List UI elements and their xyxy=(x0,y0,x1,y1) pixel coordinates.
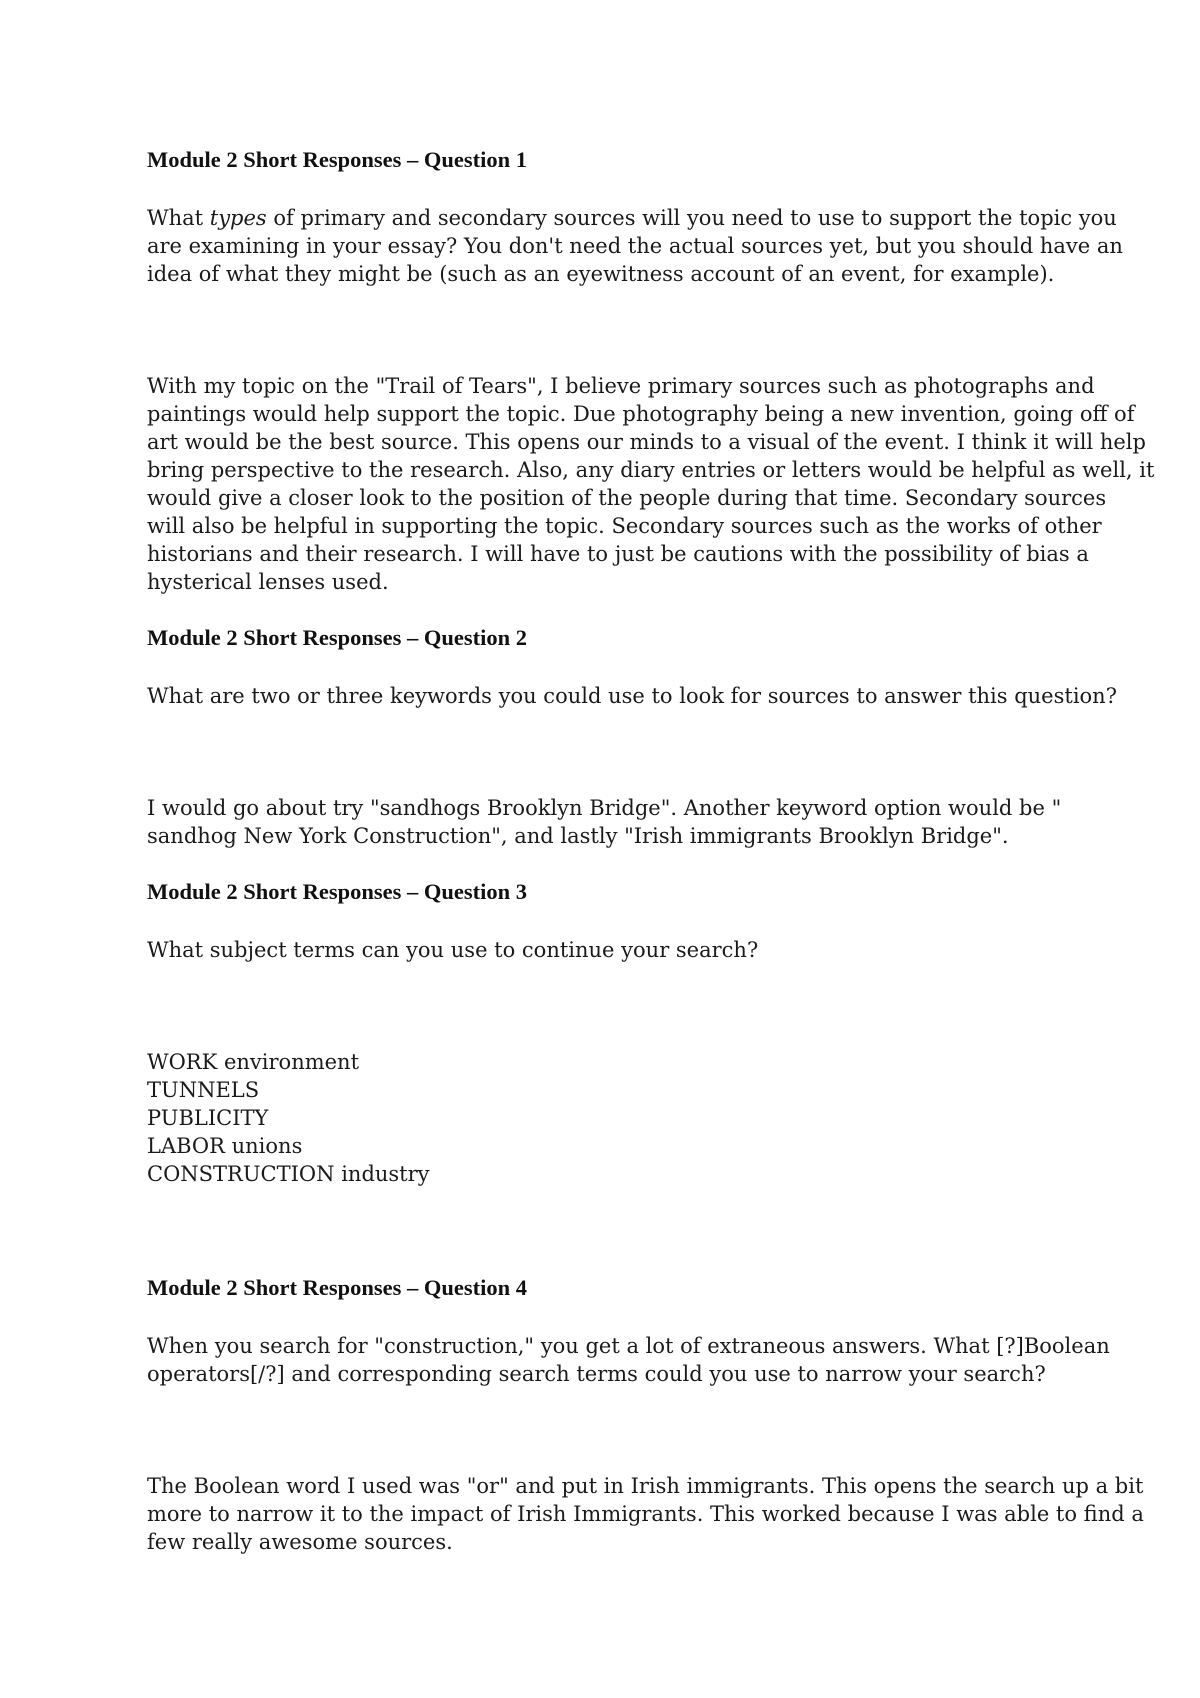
question-1-answer-line: will also be helpful in supporting the topic. Secondary sources such as the works of other xyxy=(147,514,1102,538)
question-2-heading: Module 2 Short Responses – Question 2 xyxy=(147,625,528,650)
question-2-answer-line: I would go about try "sandhogs Brooklyn Bridge". Another keyword option would be " xyxy=(147,796,1062,820)
question-2-prompt-line: What are two or three keywords you could use to look for sources to answer this question? xyxy=(147,684,1117,708)
question-1-answer-line: With my topic on the "Trail of Tears", I believe primary sources such as photographs and xyxy=(147,374,1095,398)
subject-term: CONSTRUCTION industry xyxy=(147,1162,430,1186)
question-1-heading: Module 2 Short Responses – Question 1 xyxy=(147,147,528,172)
question-1-answer-line: would give a closer look to the position of the people during that time. Secondary sources xyxy=(147,486,1107,510)
question-4-prompt-line: operators[/?] and corresponding search terms could you use to narrow your search? xyxy=(147,1362,1046,1386)
question-4-answer-line: more to narrow it to the impact of Irish Immigrants. This worked because I was able to find a xyxy=(147,1502,1144,1526)
prompt-text: What xyxy=(147,206,210,230)
question-1-prompt-line: are examining in your essay? You don't need the actual sources yet, but you should have an xyxy=(147,234,1123,258)
question-1-answer-line: hysterical lenses used. xyxy=(147,570,389,594)
question-4-heading: Module 2 Short Responses – Question 4 xyxy=(147,1275,528,1300)
question-4-answer-line: few really awesome sources. xyxy=(147,1530,453,1554)
prompt-emphasis: types xyxy=(209,206,267,230)
question-1-answer-line: historians and their research. I will have to just be cautions with the possibility of bias a xyxy=(147,542,1089,566)
question-1-answer-line: paintings would help support the topic. Due photography being a new invention, going off of xyxy=(147,402,1135,426)
subject-term: LABOR unions xyxy=(147,1134,303,1158)
question-3-prompt-line: What subject terms can you use to continue your search? xyxy=(147,938,759,962)
subject-term: WORK environment xyxy=(147,1050,360,1074)
subject-terms-list xyxy=(147,1048,430,1188)
question-4-prompt-line: When you search for "construction," you get a lot of extraneous answers. What [?]Boolean xyxy=(147,1334,1110,1358)
subject-term: PUBLICITY xyxy=(147,1106,269,1130)
subject-term: TUNNELS xyxy=(147,1078,260,1102)
question-3-heading: Module 2 Short Responses – Question 3 xyxy=(147,879,528,904)
question-4-answer-line: The Boolean word I used was "or" and put in Irish immigrants. This opens the search up a bit xyxy=(147,1474,1144,1498)
question-1-answer-line: art would be the best source. This opens our minds to a visual of the event. I think it will help xyxy=(147,430,1146,454)
question-1-answer-line: bring perspective to the research. Also, any diary entries or letters would be helpful as well, it xyxy=(147,458,1155,482)
prompt-text: of primary and secondary sources will you need to use to support the topic you xyxy=(266,206,1117,230)
question-1-prompt-line xyxy=(147,204,1117,232)
question-1-prompt-line: idea of what they might be (such as an eyewitness account of an event, for example). xyxy=(147,262,1055,286)
question-2-answer-line: sandhog New York Construction", and lastly "Irish immigrants Brooklyn Bridge". xyxy=(147,824,1009,848)
